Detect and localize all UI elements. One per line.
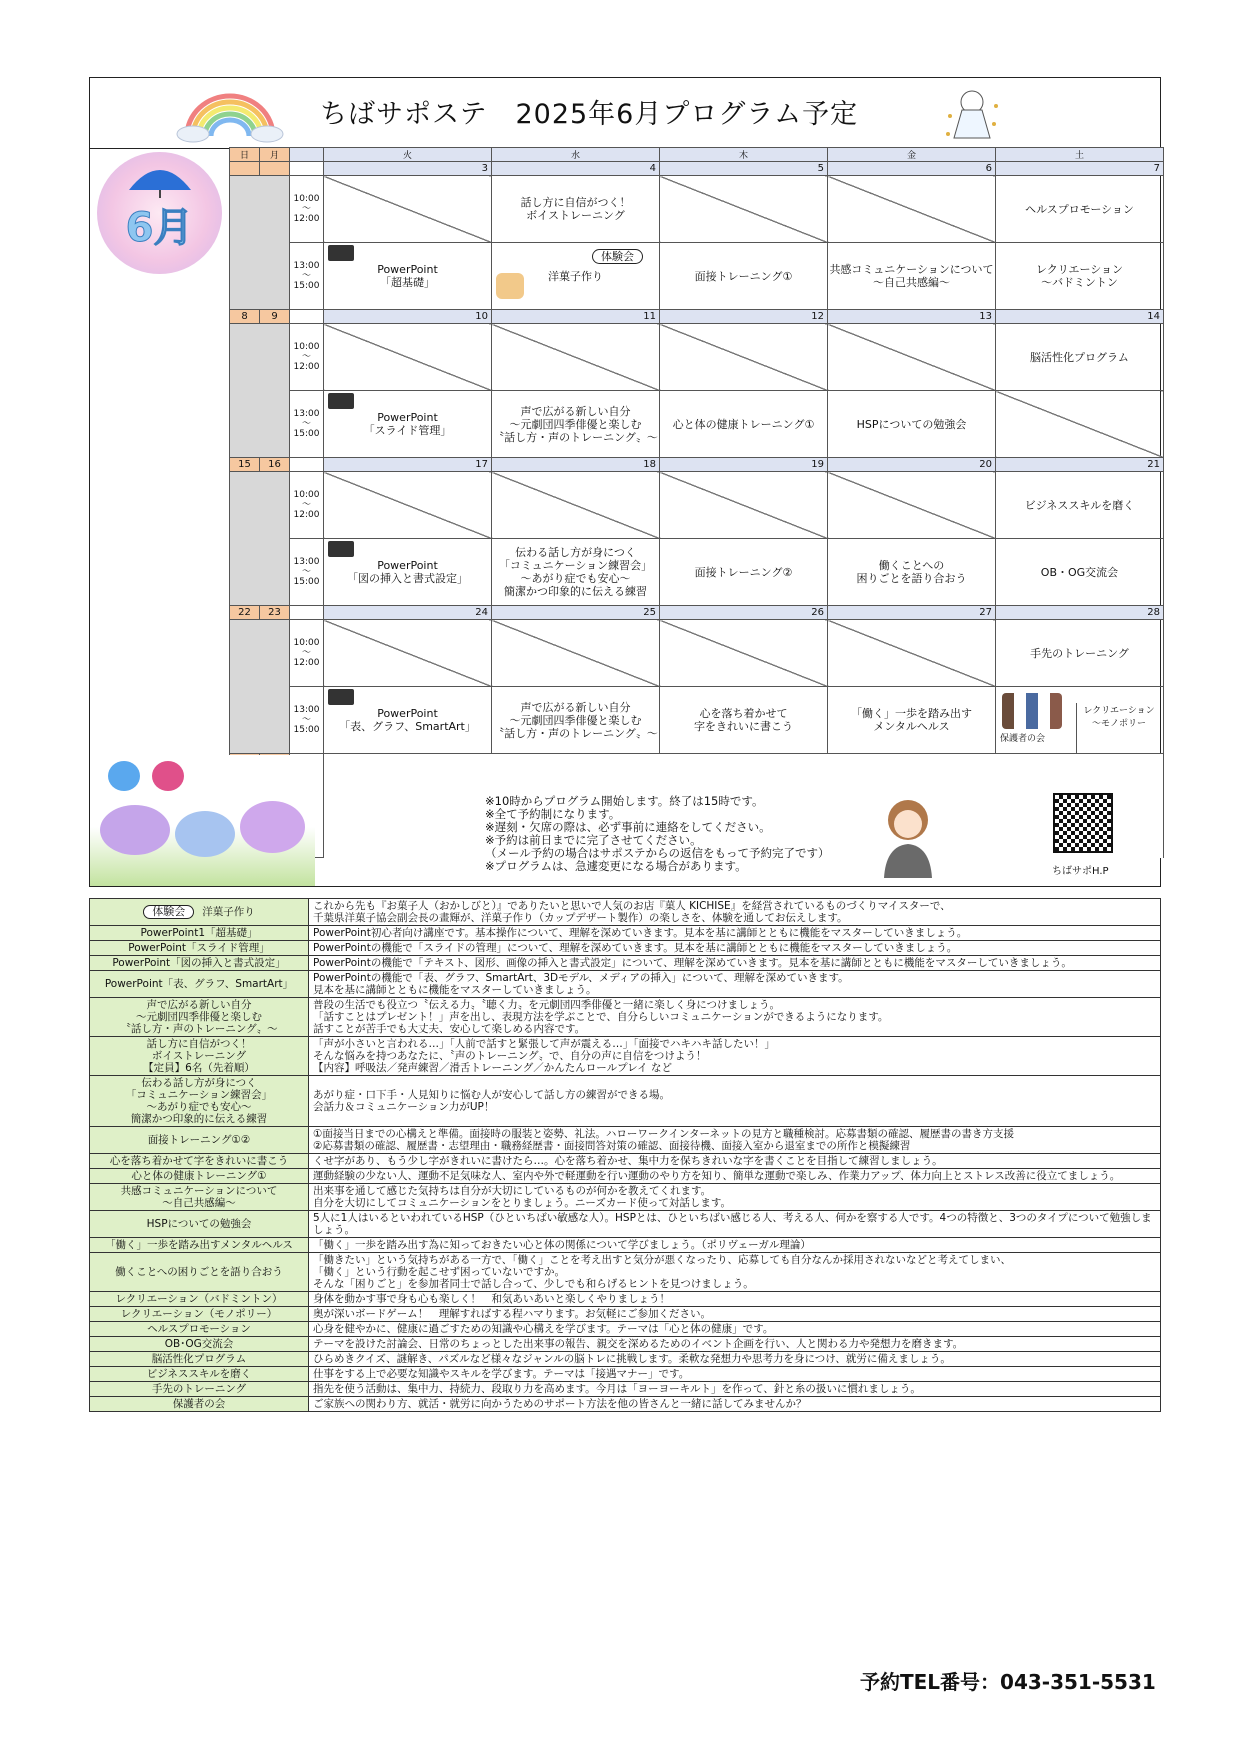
program-cell <box>660 620 828 687</box>
program-row <box>90 1253 1161 1292</box>
program-cell <box>660 472 828 539</box>
time-text: 10:00 <box>293 194 320 204</box>
time-text: 〜 <box>301 271 311 281</box>
laptop-icon <box>328 393 354 409</box>
program-title: PowerPoint 「超基礎」 <box>377 263 438 289</box>
date-number: 17 <box>324 458 492 472</box>
program-row <box>90 1127 1161 1154</box>
date-sun: 22 <box>230 606 260 620</box>
program-description: これから先も『お菓子人（おかしびと）』でありたいと思いで人気のお店『菓人 KICHISE』を経営されているものづくりマイスターで、 千葉県洋菓子協会副会長の畫輝が、洋菓子作り（カップデザート製作）の楽しさを、体験を通してお伝えします。 <box>309 899 1161 926</box>
program-row <box>90 926 1161 941</box>
qr-code[interactable] <box>1053 793 1113 853</box>
program-name <box>90 1076 309 1127</box>
program-description: PowerPointの機能で「スライドの管理」について、理解を深めていきます。見本を基に講師とともに機能をマスターしていきましょう。 <box>309 941 1161 956</box>
program-title: PowerPoint 「図の挿入と書式設定」 <box>347 559 468 585</box>
weekend-closed <box>230 324 290 458</box>
program-name-text: PowerPoint「図の挿入と書式設定」 <box>112 957 286 969</box>
program-name-text: HSPについての勉強会 <box>146 1218 252 1230</box>
time-text: 15:00 <box>293 577 320 587</box>
program-title: 共感コミュニケーションについて 〜自己共感編〜 <box>829 263 994 289</box>
program-title: 脳活性化プログラム <box>1030 350 1129 364</box>
program-row <box>90 1037 1161 1076</box>
program-name-text: ビジネススキルを磨く <box>146 1368 252 1380</box>
program-row <box>90 899 1161 926</box>
program-cell[interactable] <box>996 539 1164 606</box>
program-name <box>90 926 309 941</box>
program-description: 5人に1人はいるといわれているHSP（ひといちばい敏感な人）。HSPとは、ひといちばい感じる人、考える人、何かを察する人です。4つの特徴と、3つのタイプについて勉強しましょう。 <box>309 1211 1161 1238</box>
program-row <box>90 1169 1161 1184</box>
program-cell <box>828 176 996 243</box>
weekend-closed <box>230 472 290 606</box>
date-number: 27 <box>828 606 996 620</box>
program-cell[interactable] <box>324 539 492 606</box>
time-text: 13:00 <box>293 557 320 567</box>
time-text: 10:00 <box>293 342 320 352</box>
calendar-body <box>230 162 1164 858</box>
date-mon: 9 <box>260 310 290 324</box>
date-number: 7 <box>996 162 1164 176</box>
program-title: 声で広がる新しい自分 〜元劇団四季俳優と楽しむ 〝話し方・声のトレーニング〟〜 <box>493 700 658 740</box>
time-text: 〜 <box>301 204 311 214</box>
time-range-am <box>290 472 324 539</box>
program-title: ヘルスプロモーション <box>1025 202 1134 216</box>
program-title: HSPについての勉強会 <box>856 417 967 431</box>
blue-bear-icon <box>108 761 140 791</box>
program-name-text: 手先のトレーニング <box>151 1383 247 1395</box>
left-blank <box>90 274 229 756</box>
program-title: 保護者の会 <box>1000 734 1046 744</box>
date-number: 19 <box>660 458 828 472</box>
time-range-am <box>290 176 324 243</box>
program-description: PowerPointの機能で「テキスト、図形、画像の挿入と書式設定」について、理解を深めていきます。見本を基に講師とともに機能をマスターしていきましょう。 <box>309 956 1161 971</box>
program-name <box>90 1292 309 1307</box>
program-cell <box>324 472 492 539</box>
date-mon: 16 <box>260 458 290 472</box>
program-name <box>90 1367 309 1382</box>
date-mon <box>260 162 290 176</box>
rainbow-cloud-icon <box>175 88 285 143</box>
time-text: 12:00 <box>293 214 320 224</box>
program-name-text: レクリエーション（モノポリー） <box>120 1308 278 1320</box>
program-cell[interactable] <box>996 176 1164 243</box>
program-row <box>90 1154 1161 1169</box>
program-cell[interactable] <box>828 539 996 606</box>
date-time-blank <box>290 162 324 176</box>
notes-text: ※10時からプログラム開始します。終了は15時です。 ※全て予約制になります。 ※遅刻・欠席の際は、必ず事前に連絡をしてください。 ※予約は前日までに完了させてください。 （メール予約の場合はサポステからの返信をもって予約完了です） ※プログラムは、急遽変更になる場合があります。 <box>485 794 830 873</box>
slot-row-am <box>230 620 1164 687</box>
program-name <box>90 1397 309 1412</box>
program-description: 出来事を通して感じた気持ちは自分が大切にしているものが何かを教えてくれます。 自分を大切にしてコミュニケーションをとりましょう。ニーズカード使って対話します。 <box>309 1184 1161 1211</box>
program-row <box>90 998 1161 1037</box>
slot-row-pm <box>230 243 1164 310</box>
program-row <box>90 941 1161 956</box>
program-name <box>90 1322 309 1337</box>
program-cell[interactable] <box>324 687 492 754</box>
date-number: 25 <box>492 606 660 620</box>
program-description: 普段の生活でも役立つ〝伝える力〟〝聴く力〟を元劇団四季俳優と一緒に楽しく身につけましょう。 「話すことはプレゼント！」声を出し、表現方法を学ぶことで、自分らしいコミュニケーションができるようになります。 話すことが苦手でも大丈夫、安心して楽しめる内容です。 <box>309 998 1161 1037</box>
date-number: 24 <box>324 606 492 620</box>
date-row <box>230 162 1164 176</box>
program-title: 面接トレーニング② <box>694 565 793 579</box>
program-row <box>90 1292 1161 1307</box>
time-text: 10:00 <box>293 638 320 648</box>
program-cell[interactable] <box>660 243 828 310</box>
program-name <box>90 1154 309 1169</box>
program-name <box>90 1169 309 1184</box>
program-cell[interactable] <box>828 391 996 458</box>
program-title: PowerPoint 「表、グラフ、SmartArt」 <box>339 707 476 733</box>
program-description: あがり症・口下手・人見知りに悩む人が安心して話し方の練習ができる場。 会話力＆コミュニケーション力がUP！ <box>309 1076 1161 1127</box>
date-number: 11 <box>492 310 660 324</box>
program-cell[interactable] <box>996 243 1164 310</box>
reservation-phone[interactable]: 予約TEL番号：043-351-5531 <box>860 1670 1156 1694</box>
slot-row-am <box>230 324 1164 391</box>
time-range-pm <box>290 539 324 606</box>
program-row <box>90 1352 1161 1367</box>
program-description: PowerPointの機能で「表、グラフ、SmartArt、3Dモデル、メディアの挿入」について、理解を深めていきます。 見本を基に講師とともに機能をマスターしていきましょう。 <box>309 971 1161 998</box>
header-sat: 土 <box>996 148 1164 162</box>
program-row <box>90 1184 1161 1211</box>
time-text: 12:00 <box>293 362 320 372</box>
program-name <box>90 971 309 998</box>
date-row <box>230 458 1164 472</box>
program-title: ビジネススキルを磨く <box>1024 498 1135 512</box>
program-cell[interactable] <box>996 620 1164 687</box>
program-name-text: PowerPoint「表、グラフ、SmartArt」 <box>104 978 294 990</box>
program-name-text: PowerPoint1「超基礎」 <box>140 927 258 939</box>
header-mon: 月 <box>260 148 290 162</box>
program-cell <box>492 472 660 539</box>
date-number: 28 <box>996 606 1164 620</box>
program-cell[interactable] <box>492 391 660 458</box>
time-text: 〜 <box>301 419 311 429</box>
program-description: 指先を使う活動は、集中力、持続力、段取り力を高めます。今月は「ヨーヨーキルト」を作って、針と糸の扱いに慣れましょう。 <box>309 1382 1161 1397</box>
program-name <box>90 1382 309 1397</box>
program-cell[interactable] <box>492 687 660 754</box>
date-row <box>230 606 1164 620</box>
program-cell[interactable] <box>828 243 996 310</box>
program-name-text: 保護者の会 <box>172 1398 226 1410</box>
program-cell[interactable] <box>492 243 660 310</box>
time-range-pm <box>290 687 324 754</box>
hydrangea-purple <box>100 805 170 855</box>
slot-row-pm <box>230 391 1164 458</box>
program-description: 「働く」一歩を踏み出す為に知っておきたい心と体の関係について学びましょう。（ポリヴェーガル理論） <box>309 1238 1161 1253</box>
weekday-header <box>230 148 1164 162</box>
program-description: ご家族への関わり方、就活・就労に向かうためのサポート方法を他の皆さんと一緒に話してみませんか？ <box>309 1397 1161 1412</box>
program-title: 働くことへの 困りごとを語り合おう <box>856 559 967 585</box>
program-description: 奥が深いボードゲーム！ 理解すればする程ハマります。お気軽にご参加ください。 <box>309 1307 1161 1322</box>
program-row <box>90 1076 1161 1127</box>
page-title: ちばサポステ 2025年6月プログラム予定 <box>320 99 859 130</box>
program-name-text: 脳活性化プログラム <box>151 1353 247 1365</box>
program-name-text: 「働く」一歩を踏み出すメンタルヘルス <box>105 1239 293 1251</box>
program-name-text: ヘルスプロモーション <box>147 1323 251 1335</box>
time-text: 〜 <box>301 715 311 725</box>
date-number: 26 <box>660 606 828 620</box>
program-row <box>90 1238 1161 1253</box>
program-row <box>90 1367 1161 1382</box>
people-group-icon <box>1002 693 1062 729</box>
program-cell[interactable] <box>324 391 492 458</box>
hydrangea-violet <box>240 801 305 853</box>
time-range-pm <box>290 243 324 310</box>
date-number: 10 <box>324 310 492 324</box>
program-name <box>90 1253 309 1292</box>
program-name <box>90 1037 309 1076</box>
date-number: 14 <box>996 310 1164 324</box>
trial-badge: 体験会 <box>143 905 194 919</box>
header-tue: 火 <box>324 148 492 162</box>
laptop-icon <box>328 689 354 705</box>
date-number: 3 <box>324 162 492 176</box>
program-row <box>90 1211 1161 1238</box>
program-name <box>90 1352 309 1367</box>
program-description: 身体を動かす事で身も心も楽しく！ 和気あいあいと楽しくやりましょう！ <box>309 1292 1161 1307</box>
time-text: 15:00 <box>293 725 320 735</box>
program-cell <box>492 324 660 391</box>
program-name <box>90 1337 309 1352</box>
date-time-blank <box>290 606 324 620</box>
program-name-text: 伝わる話し方が身につく 「コミュニケーション練習会」 〜あがり症でも安心〜 簡潔かつ印象的に伝える練習 <box>125 1077 273 1125</box>
time-range-am <box>290 620 324 687</box>
program-cell <box>660 176 828 243</box>
program-title: PowerPoint 「スライド管理」 <box>363 411 452 437</box>
program-row <box>90 956 1161 971</box>
program-cell <box>492 620 660 687</box>
program-cell[interactable] <box>828 687 996 754</box>
date-sun: 8 <box>230 310 260 324</box>
program-name-text: 働くことへの困りごとを語り合おう <box>115 1266 283 1278</box>
program-cell[interactable] <box>660 539 828 606</box>
calendar-grid <box>229 147 1164 858</box>
program-name <box>90 899 309 926</box>
program-cell <box>324 620 492 687</box>
program-title: 洋菓子作り <box>548 269 603 283</box>
time-text: 〜 <box>301 648 311 658</box>
slot-row-am <box>230 472 1164 539</box>
header-time <box>290 148 324 162</box>
program-name-text: 声で広がる新しい自分 〜元劇団四季俳優と楽しむ 〝話し方・声のトレーニング〟〜 <box>120 999 278 1035</box>
date-number: 18 <box>492 458 660 472</box>
program-description: テーマを設けた討論会、日常のちょっとした出来事の報告、親交を深めるためのイベント企画を行い、人と関わる力や発想力を磨きます。 <box>309 1337 1161 1352</box>
program-cell <box>996 391 1164 458</box>
program-description: 「声が小さいと言われる…」「人前で話すと緊張して声が震える…」「面接でハキハキ話したい！」 そんな悩みを持つあなたに、〝声のトレーニング〟で、自分の声に自信をつけよう！ 【内容】呼吸法／発声練習／滑舌トレーニング／かんたんロールプレイ など <box>309 1037 1161 1076</box>
date-number: 20 <box>828 458 996 472</box>
laptop-icon <box>328 541 354 557</box>
program-description: 仕事をする上で必要な知識やスキルを学びます。テーマは「接遇マナー」です。 <box>309 1367 1161 1382</box>
date-number: 12 <box>660 310 828 324</box>
date-time-blank <box>290 310 324 324</box>
time-text: 〜 <box>301 500 311 510</box>
weekend-closed <box>230 176 290 310</box>
month-badge <box>97 152 222 274</box>
program-description: 心身を健やかに、健康に過ごすための知識や心構えを学びます。テーマは「心と体の健康」です。 <box>309 1322 1161 1337</box>
program-title: 面接トレーニング① <box>694 269 793 283</box>
program-row <box>90 1382 1161 1397</box>
time-text: 12:00 <box>293 658 320 668</box>
date-time-blank <box>290 458 324 472</box>
program-cell <box>324 324 492 391</box>
program-name <box>90 1307 309 1322</box>
program-cell[interactable] <box>492 539 660 606</box>
program-name <box>90 1127 309 1154</box>
program-title: 心を落ち着かせて 字をきれいに書こう <box>694 707 793 733</box>
program-title: 伝わる話し方が身につく 「コミュニケーション練習会」 〜あがり症でも安心〜 簡潔かつ印象的に伝える練習 <box>498 546 653 598</box>
program-descriptions <box>89 898 1161 1412</box>
month-label: 6月 <box>125 205 194 251</box>
program-description: ①面接当日までの心構えと準備。面接時の服装と姿勢、礼法。ハローワークインターネットの見方と職種検討。応募書類の確認、履歴書の書き方支援 ②応募書類の確認、履歴書・志望理由・職務経歴書・面接問答対策の確認、面接待機、面接入室から退室までの所作と模擬練習 <box>309 1127 1161 1154</box>
program-name <box>90 1184 309 1211</box>
time-text: 13:00 <box>293 705 320 715</box>
slot-row-am <box>230 176 1164 243</box>
date-number: 4 <box>492 162 660 176</box>
date-number: 6 <box>828 162 996 176</box>
program-cell <box>828 324 996 391</box>
program-name-text: 心を落ち着かせて字をきれいに書こう <box>109 1155 289 1167</box>
hydrangea-illustration <box>90 755 315 886</box>
header-wed: 水 <box>492 148 660 162</box>
program-description: 「働きたい」という気持ちがある一方で、「働く」ことを考え出すと気分が悪くなったり、応募しても自分なんか採用されないなどと考えてしまい、 「働く」という行動を起こせず困っていないですか。 そんな「困りごと」を参加者同士で話し合って、少しでも和らげるヒントを見つけましょう。 <box>309 1253 1161 1292</box>
time-text: 10:00 <box>293 490 320 500</box>
program-name-text: 面接トレーニング①② <box>147 1134 251 1146</box>
time-text: 12:00 <box>293 510 320 520</box>
program-name-text: OB･OG交流会 <box>164 1338 234 1350</box>
trial-badge: 体験会 <box>592 249 643 264</box>
program-name-text: PowerPoint「スライド管理」 <box>128 942 270 954</box>
program-name <box>90 1238 309 1253</box>
program-cell[interactable] <box>324 243 492 310</box>
slot-row-pm <box>230 687 1164 754</box>
teru-teru-bozu-icon <box>940 86 1000 146</box>
program-description: PowerPoint初心者向け講座です。基本操作について、理解を深めていきます。見本を基に講師とともに機能をマスターしていきましょう。 <box>309 926 1161 941</box>
program-name-text: 話し方に自信がつく！ ボイストレーニング 【定員】6名（先着順） <box>143 1038 255 1074</box>
program-name <box>90 941 309 956</box>
program-title: 手先のトレーニング <box>1030 646 1129 660</box>
program-title: OB・OG交流会 <box>1040 565 1119 579</box>
header-fri: 金 <box>828 148 996 162</box>
date-number: 13 <box>828 310 996 324</box>
date-mon: 23 <box>260 606 290 620</box>
date-sun <box>230 162 260 176</box>
program-row <box>90 1337 1161 1352</box>
hydrangea-blue <box>175 811 235 857</box>
program-cell[interactable] <box>492 176 660 243</box>
pink-bear-icon <box>152 761 184 791</box>
program-row <box>90 1397 1161 1412</box>
program-title: 心と体の健康トレーニング① <box>672 417 815 431</box>
header-thu: 木 <box>660 148 828 162</box>
program-cell <box>324 176 492 243</box>
program-description: 運動経験の少ない人、運動不足気味な人、室内や外で軽運動を行い運動のやり方を知り、簡単な運動で楽しみ、作業力アップ、体力向上とストレス改善に役立てましょう。 <box>309 1169 1161 1184</box>
program-cell[interactable] <box>660 687 828 754</box>
time-text: 〜 <box>301 352 311 362</box>
time-range-am <box>290 324 324 391</box>
program-cell <box>660 324 828 391</box>
program-cell <box>828 620 996 687</box>
staff-woman-icon <box>876 792 940 878</box>
program-name <box>90 956 309 971</box>
program-row <box>90 971 1161 998</box>
program-cell[interactable] <box>660 391 828 458</box>
weekend-closed <box>230 620 290 754</box>
date-number: 21 <box>996 458 1164 472</box>
time-text: 15:00 <box>293 429 320 439</box>
program-row <box>90 1307 1161 1322</box>
time-text: 〜 <box>301 567 311 577</box>
program-name-text: 洋菓子作り <box>202 906 255 918</box>
program-name-text: 共感コミュニケーションについて 〜自己共感編〜 <box>120 1185 278 1209</box>
program-name-text: レクリエーション（バドミントン） <box>115 1293 283 1305</box>
program-title: レクリエーション 〜バドミントン <box>1035 263 1124 289</box>
umbrella-icon <box>125 158 195 198</box>
time-text: 13:00 <box>293 409 320 419</box>
program-name-text: 心と体の健康トレーニング① <box>131 1170 267 1182</box>
date-number: 5 <box>660 162 828 176</box>
program-cell[interactable] <box>996 472 1164 539</box>
program-title: 話し方に自信がつく！ ボイストレーニング <box>520 196 631 222</box>
header-sun: 日 <box>230 148 260 162</box>
program-description: くせ字があり、もう少し字がきれいに書けたら…。心を落ち着かせ、集中力を保ちきれいな字を書くことを目指して練習しましょう。 <box>309 1154 1161 1169</box>
program-cell[interactable] <box>996 687 1164 754</box>
program-cell <box>828 472 996 539</box>
date-sun: 15 <box>230 458 260 472</box>
cake-icon <box>496 273 524 299</box>
time-text: 13:00 <box>293 261 320 271</box>
qr-label: ちばサポH.P <box>1052 866 1109 877</box>
program-name <box>90 1211 309 1238</box>
date-row <box>230 310 1164 324</box>
slot-row-pm <box>230 539 1164 606</box>
time-text: 15:00 <box>293 281 320 291</box>
time-range-pm <box>290 391 324 458</box>
program-cell[interactable] <box>996 324 1164 391</box>
program-title: 声で広がる新しい自分 〜元劇団四季俳優と楽しむ 〝話し方・声のトレーニング〟〜 <box>493 404 658 444</box>
monopoly-title: レクリエーション 〜モノポリー <box>1076 703 1161 754</box>
program-title: 「働く」一歩を踏み出す メンタルヘルス <box>851 707 972 733</box>
program-row <box>90 1322 1161 1337</box>
program-name <box>90 998 309 1037</box>
laptop-icon <box>328 245 354 261</box>
program-description: ひらめきクイズ、謎解き、パズルなど様々なジャンルの脳トレに挑戦します。柔軟な発想力や思考力を身につけ、就労に備えましょう。 <box>309 1352 1161 1367</box>
